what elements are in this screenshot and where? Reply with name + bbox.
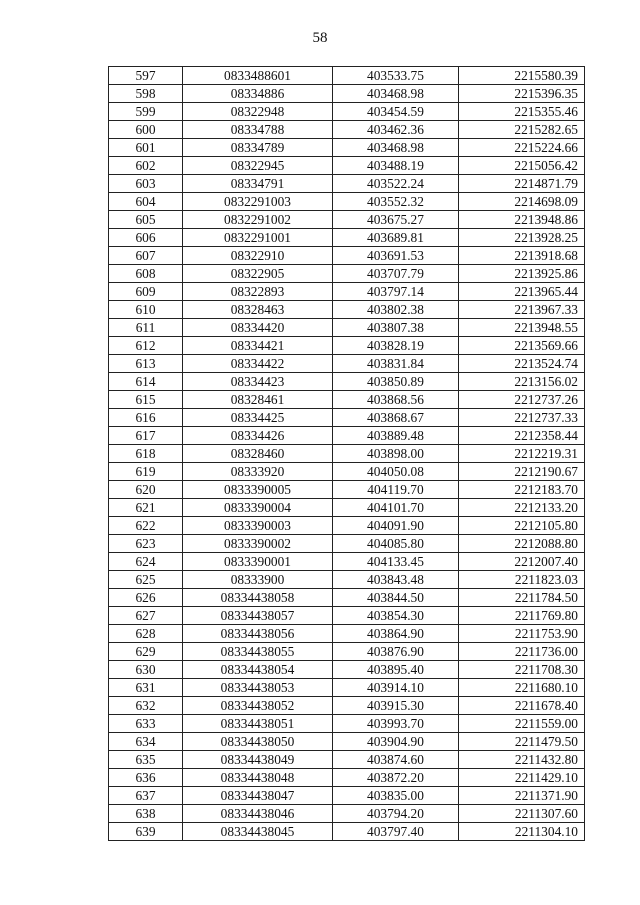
table-row <box>109 445 585 463</box>
table-row <box>109 463 585 481</box>
point-number-cell: 606 <box>109 229 183 247</box>
x-coordinate-cell: 403675.27 <box>333 211 459 229</box>
table-row <box>109 139 585 157</box>
point-id-cell: 08334438045 <box>183 823 333 841</box>
y-coordinate-cell: 2213156.02 <box>459 373 585 391</box>
x-coordinate-cell: 403797.14 <box>333 283 459 301</box>
table-row <box>109 553 585 571</box>
table-row <box>109 175 585 193</box>
x-coordinate-cell: 403895.40 <box>333 661 459 679</box>
point-id-cell: 08334420 <box>183 319 333 337</box>
table-row <box>109 121 585 139</box>
table-row <box>109 571 585 589</box>
y-coordinate-cell: 2211479.50 <box>459 733 585 751</box>
x-coordinate-cell: 403468.98 <box>333 139 459 157</box>
table-row <box>109 715 585 733</box>
point-number-cell: 605 <box>109 211 183 229</box>
x-coordinate-cell: 403876.90 <box>333 643 459 661</box>
y-coordinate-cell: 2211784.50 <box>459 589 585 607</box>
x-coordinate-cell: 403850.89 <box>333 373 459 391</box>
table-row <box>109 535 585 553</box>
x-coordinate-cell: 403689.81 <box>333 229 459 247</box>
point-id-cell: 08334425 <box>183 409 333 427</box>
point-number-cell: 618 <box>109 445 183 463</box>
table-row <box>109 607 585 625</box>
y-coordinate-cell: 2212007.40 <box>459 553 585 571</box>
point-id-cell: 0833390001 <box>183 553 333 571</box>
table-row <box>109 283 585 301</box>
point-number-cell: 627 <box>109 607 183 625</box>
point-id-cell: 08322905 <box>183 265 333 283</box>
point-id-cell: 08334789 <box>183 139 333 157</box>
table-row <box>109 661 585 679</box>
x-coordinate-cell: 403462.36 <box>333 121 459 139</box>
point-id-cell: 0833488601 <box>183 67 333 85</box>
point-id-cell: 0832291001 <box>183 229 333 247</box>
table-row <box>109 751 585 769</box>
y-coordinate-cell: 2211823.03 <box>459 571 585 589</box>
x-coordinate-cell: 403468.98 <box>333 85 459 103</box>
x-coordinate-cell: 403868.56 <box>333 391 459 409</box>
point-number-cell: 638 <box>109 805 183 823</box>
table-row <box>109 391 585 409</box>
x-coordinate-cell: 403533.75 <box>333 67 459 85</box>
x-coordinate-cell: 403872.20 <box>333 769 459 787</box>
x-coordinate-cell: 404101.70 <box>333 499 459 517</box>
x-coordinate-cell: 404050.08 <box>333 463 459 481</box>
point-id-cell: 08322948 <box>183 103 333 121</box>
y-coordinate-cell: 2212737.26 <box>459 391 585 409</box>
x-coordinate-cell: 403844.50 <box>333 589 459 607</box>
point-number-cell: 630 <box>109 661 183 679</box>
y-coordinate-cell: 2212358.44 <box>459 427 585 445</box>
y-coordinate-cell: 2215396.35 <box>459 85 585 103</box>
table-row <box>109 337 585 355</box>
table-row <box>109 211 585 229</box>
y-coordinate-cell: 2215580.39 <box>459 67 585 85</box>
y-coordinate-cell: 2212088.80 <box>459 535 585 553</box>
y-coordinate-cell: 2214871.79 <box>459 175 585 193</box>
page-number: 58 <box>312 30 328 46</box>
x-coordinate-cell: 403807.38 <box>333 319 459 337</box>
x-coordinate-cell: 403898.00 <box>333 445 459 463</box>
y-coordinate-cell: 2215355.46 <box>459 103 585 121</box>
point-id-cell: 08334438047 <box>183 787 333 805</box>
point-id-cell: 08334422 <box>183 355 333 373</box>
x-coordinate-cell: 403904.90 <box>333 733 459 751</box>
y-coordinate-cell: 2212190.67 <box>459 463 585 481</box>
point-id-cell: 08334438055 <box>183 643 333 661</box>
y-coordinate-cell: 2211753.90 <box>459 625 585 643</box>
table-row <box>109 733 585 751</box>
coordinates-table-body <box>109 67 585 841</box>
point-number-cell: 604 <box>109 193 183 211</box>
x-coordinate-cell: 403488.19 <box>333 157 459 175</box>
point-number-cell: 619 <box>109 463 183 481</box>
table-row <box>109 229 585 247</box>
x-coordinate-cell: 403843.48 <box>333 571 459 589</box>
y-coordinate-cell: 2211680.10 <box>459 679 585 697</box>
x-coordinate-cell: 403868.67 <box>333 409 459 427</box>
x-coordinate-cell: 403993.70 <box>333 715 459 733</box>
table-row <box>109 517 585 535</box>
y-coordinate-cell: 2215224.66 <box>459 139 585 157</box>
point-number-cell: 615 <box>109 391 183 409</box>
point-id-cell: 08334421 <box>183 337 333 355</box>
x-coordinate-cell: 403864.90 <box>333 625 459 643</box>
table-row <box>109 355 585 373</box>
point-id-cell: 08334438056 <box>183 625 333 643</box>
x-coordinate-cell: 404091.90 <box>333 517 459 535</box>
point-number-cell: 632 <box>109 697 183 715</box>
point-id-cell: 08328460 <box>183 445 333 463</box>
point-number-cell: 623 <box>109 535 183 553</box>
x-coordinate-cell: 403914.10 <box>333 679 459 697</box>
point-id-cell: 08334438051 <box>183 715 333 733</box>
y-coordinate-cell: 2212737.33 <box>459 409 585 427</box>
x-coordinate-cell: 403835.00 <box>333 787 459 805</box>
point-id-cell: 0832291002 <box>183 211 333 229</box>
point-id-cell: 08322893 <box>183 283 333 301</box>
point-number-cell: 631 <box>109 679 183 697</box>
x-coordinate-cell: 403522.24 <box>333 175 459 193</box>
point-number-cell: 597 <box>109 67 183 85</box>
point-id-cell: 0833390004 <box>183 499 333 517</box>
x-coordinate-cell: 403889.48 <box>333 427 459 445</box>
point-id-cell: 08334886 <box>183 85 333 103</box>
y-coordinate-cell: 2211708.30 <box>459 661 585 679</box>
point-number-cell: 614 <box>109 373 183 391</box>
point-number-cell: 609 <box>109 283 183 301</box>
point-id-cell: 08322910 <box>183 247 333 265</box>
x-coordinate-cell: 404085.80 <box>333 535 459 553</box>
coordinates-table <box>108 66 585 841</box>
y-coordinate-cell: 2211769.80 <box>459 607 585 625</box>
table-row <box>109 157 585 175</box>
point-id-cell: 08334438046 <box>183 805 333 823</box>
point-id-cell: 08334423 <box>183 373 333 391</box>
point-id-cell: 08333900 <box>183 571 333 589</box>
table-row <box>109 427 585 445</box>
point-id-cell: 08333920 <box>183 463 333 481</box>
table-row <box>109 679 585 697</box>
point-number-cell: 601 <box>109 139 183 157</box>
point-id-cell: 08334791 <box>183 175 333 193</box>
point-number-cell: 634 <box>109 733 183 751</box>
point-id-cell: 08334438049 <box>183 751 333 769</box>
point-id-cell: 0832291003 <box>183 193 333 211</box>
point-number-cell: 603 <box>109 175 183 193</box>
point-number-cell: 611 <box>109 319 183 337</box>
point-number-cell: 635 <box>109 751 183 769</box>
table-row <box>109 499 585 517</box>
x-coordinate-cell: 403707.79 <box>333 265 459 283</box>
y-coordinate-cell: 2211736.00 <box>459 643 585 661</box>
table-row <box>109 769 585 787</box>
point-number-cell: 633 <box>109 715 183 733</box>
point-number-cell: 625 <box>109 571 183 589</box>
point-number-cell: 600 <box>109 121 183 139</box>
x-coordinate-cell: 403797.40 <box>333 823 459 841</box>
point-id-cell: 08334438048 <box>183 769 333 787</box>
y-coordinate-cell: 2215056.42 <box>459 157 585 175</box>
y-coordinate-cell: 2214698.09 <box>459 193 585 211</box>
y-coordinate-cell: 2212183.70 <box>459 481 585 499</box>
point-id-cell: 08334426 <box>183 427 333 445</box>
point-id-cell: 08334788 <box>183 121 333 139</box>
x-coordinate-cell: 403874.60 <box>333 751 459 769</box>
x-coordinate-cell: 403794.20 <box>333 805 459 823</box>
table-row <box>109 481 585 499</box>
x-coordinate-cell: 403831.84 <box>333 355 459 373</box>
point-id-cell: 0833390002 <box>183 535 333 553</box>
y-coordinate-cell: 2212105.80 <box>459 517 585 535</box>
table-row <box>109 265 585 283</box>
point-id-cell: 0833390005 <box>183 481 333 499</box>
point-number-cell: 639 <box>109 823 183 841</box>
x-coordinate-cell: 403915.30 <box>333 697 459 715</box>
point-number-cell: 637 <box>109 787 183 805</box>
point-number-cell: 608 <box>109 265 183 283</box>
point-id-cell: 08334438053 <box>183 679 333 697</box>
point-number-cell: 610 <box>109 301 183 319</box>
point-id-cell: 08334438058 <box>183 589 333 607</box>
point-number-cell: 629 <box>109 643 183 661</box>
x-coordinate-cell: 403691.53 <box>333 247 459 265</box>
table-row <box>109 85 585 103</box>
y-coordinate-cell: 2211678.40 <box>459 697 585 715</box>
point-id-cell: 08334438054 <box>183 661 333 679</box>
x-coordinate-cell: 403828.19 <box>333 337 459 355</box>
table-row <box>109 697 585 715</box>
point-number-cell: 621 <box>109 499 183 517</box>
y-coordinate-cell: 2213965.44 <box>459 283 585 301</box>
point-number-cell: 607 <box>109 247 183 265</box>
table-row <box>109 373 585 391</box>
point-number-cell: 624 <box>109 553 183 571</box>
table-row <box>109 67 585 85</box>
point-number-cell: 602 <box>109 157 183 175</box>
x-coordinate-cell: 403454.59 <box>333 103 459 121</box>
table-row <box>109 103 585 121</box>
table-row <box>109 787 585 805</box>
point-number-cell: 613 <box>109 355 183 373</box>
table-row <box>109 823 585 841</box>
y-coordinate-cell: 2212133.20 <box>459 499 585 517</box>
y-coordinate-cell: 2213918.68 <box>459 247 585 265</box>
y-coordinate-cell: 2213948.86 <box>459 211 585 229</box>
point-number-cell: 616 <box>109 409 183 427</box>
point-number-cell: 622 <box>109 517 183 535</box>
table-row <box>109 319 585 337</box>
point-number-cell: 636 <box>109 769 183 787</box>
y-coordinate-cell: 2212219.31 <box>459 445 585 463</box>
y-coordinate-cell: 2213967.33 <box>459 301 585 319</box>
x-coordinate-cell: 403854.30 <box>333 607 459 625</box>
point-id-cell: 0833390003 <box>183 517 333 535</box>
x-coordinate-cell: 404119.70 <box>333 481 459 499</box>
point-id-cell: 08328463 <box>183 301 333 319</box>
table-row <box>109 589 585 607</box>
point-number-cell: 612 <box>109 337 183 355</box>
table-row <box>109 643 585 661</box>
x-coordinate-cell: 403802.38 <box>333 301 459 319</box>
y-coordinate-cell: 2211371.90 <box>459 787 585 805</box>
y-coordinate-cell: 2211429.10 <box>459 769 585 787</box>
y-coordinate-cell: 2211559.00 <box>459 715 585 733</box>
y-coordinate-cell: 2213948.55 <box>459 319 585 337</box>
table-row <box>109 409 585 427</box>
point-id-cell: 08334438057 <box>183 607 333 625</box>
y-coordinate-cell: 2213925.86 <box>459 265 585 283</box>
y-coordinate-cell: 2213928.25 <box>459 229 585 247</box>
y-coordinate-cell: 2215282.65 <box>459 121 585 139</box>
point-number-cell: 598 <box>109 85 183 103</box>
point-id-cell: 08322945 <box>183 157 333 175</box>
table-row <box>109 193 585 211</box>
y-coordinate-cell: 2211432.80 <box>459 751 585 769</box>
point-number-cell: 626 <box>109 589 183 607</box>
point-number-cell: 599 <box>109 103 183 121</box>
point-id-cell: 08328461 <box>183 391 333 409</box>
x-coordinate-cell: 404133.45 <box>333 553 459 571</box>
table-row <box>109 805 585 823</box>
point-id-cell: 08334438052 <box>183 697 333 715</box>
table-row <box>109 625 585 643</box>
table-row <box>109 247 585 265</box>
point-id-cell: 08334438050 <box>183 733 333 751</box>
y-coordinate-cell: 2211307.60 <box>459 805 585 823</box>
point-number-cell: 617 <box>109 427 183 445</box>
y-coordinate-cell: 2213569.66 <box>459 337 585 355</box>
x-coordinate-cell: 403552.32 <box>333 193 459 211</box>
table-row <box>109 301 585 319</box>
point-number-cell: 620 <box>109 481 183 499</box>
y-coordinate-cell: 2211304.10 <box>459 823 585 841</box>
point-number-cell: 628 <box>109 625 183 643</box>
y-coordinate-cell: 2213524.74 <box>459 355 585 373</box>
